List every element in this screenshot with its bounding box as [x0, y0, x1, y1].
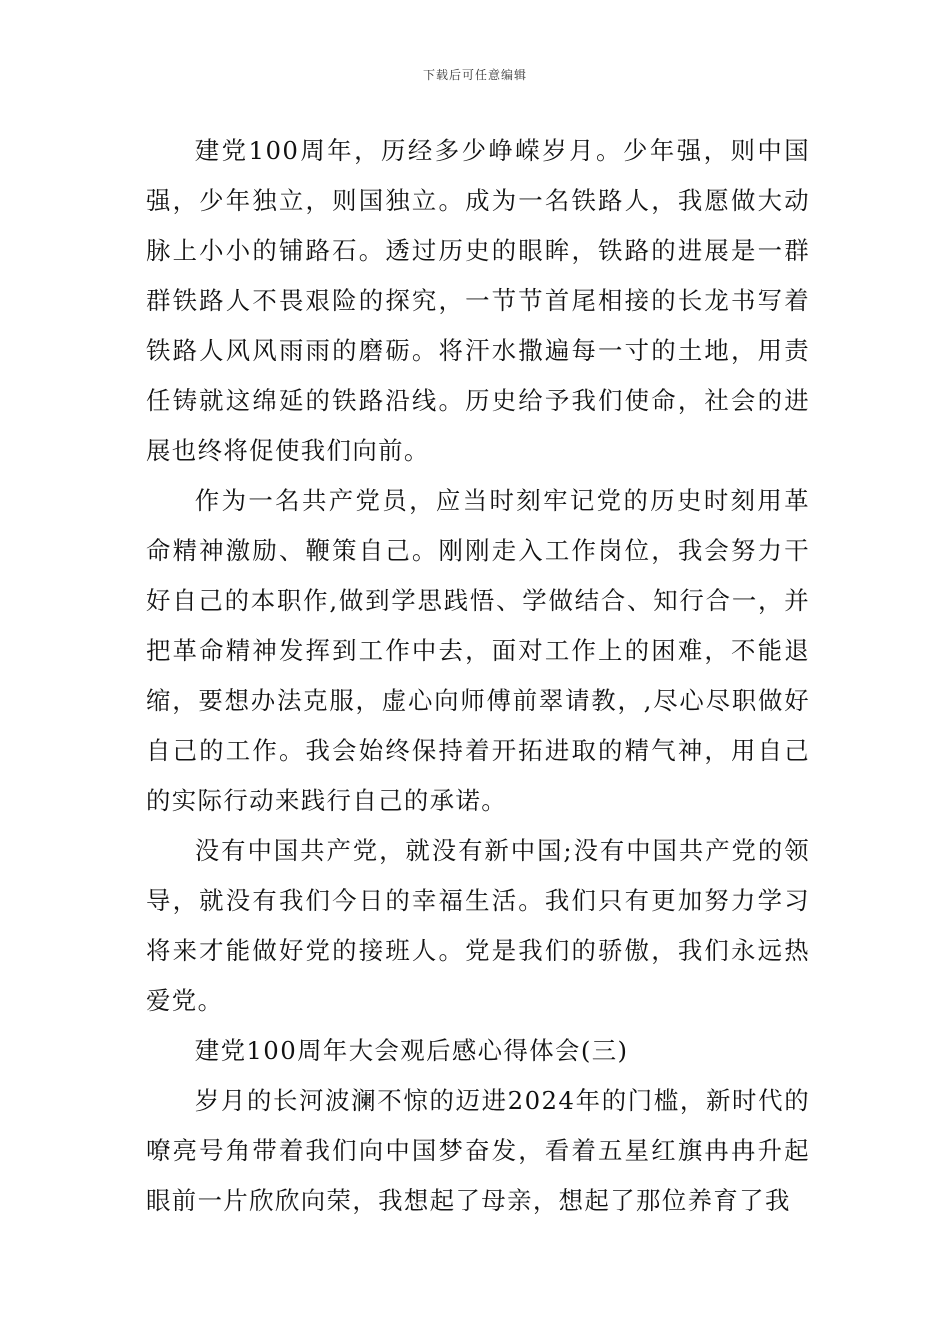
- paragraph-4: 岁月的长河波澜不惊的迈进2024年的门槛，新时代的嘹亮号角带着我们向中国梦奋发，看着五星红旗冉冉升起眼前一片欣欣向荣，我想起了母亲，想起了那位养育了我: [146, 1086, 810, 1215]
- paragraph-3: 没有中国共产党，就没有新中国;没有中国共产党的领导，就没有我们今日的幸福生活。我们只有更加努力学习将来才能做好党的接班人。党是我们的骄傲，我们永远热爱党。: [146, 836, 810, 1015]
- header-note: 下载后可任意编辑: [422, 68, 527, 82]
- paragraph-2: 作为一名共产党员，应当时刻牢记党的历史时刻用革命精神激励、鞭策自己。刚刚走入工作岗位，我会努力干好自己的本职作,做到学思践悟、学做结合、知行合一，并把革命精神发挥到工作中去，面对工作上的困难，不能退缩，要想办法克服，虚心向师傅前翠请教，,尽心尽职做好自己的工作。我会始终保持着开拓进取的精气神，用自己的实际行动来践行自己的承诺。: [146, 486, 810, 815]
- document-body: [146, 126, 810, 1226]
- section-heading: 建党100周年大会观后感心得体会(三): [194, 1036, 629, 1065]
- paragraph-1: 建党100周年，历经多少峥嵘岁月。少年强，则中国强，少年独立，则国独立。成为一名铁路人，我愿做大动脉上小小的铺路石。透过历史的眼眸，铁路的进展是一群群铁路人不畏艰险的探究，一节节首尾相接的长龙书写着铁路人风风雨雨的磨砺。将汗水撒遍每一寸的土地，用责任铸就这绵延的铁路沿线。历史给予我们使命，社会的进展也终将促使我们向前。: [146, 136, 810, 465]
